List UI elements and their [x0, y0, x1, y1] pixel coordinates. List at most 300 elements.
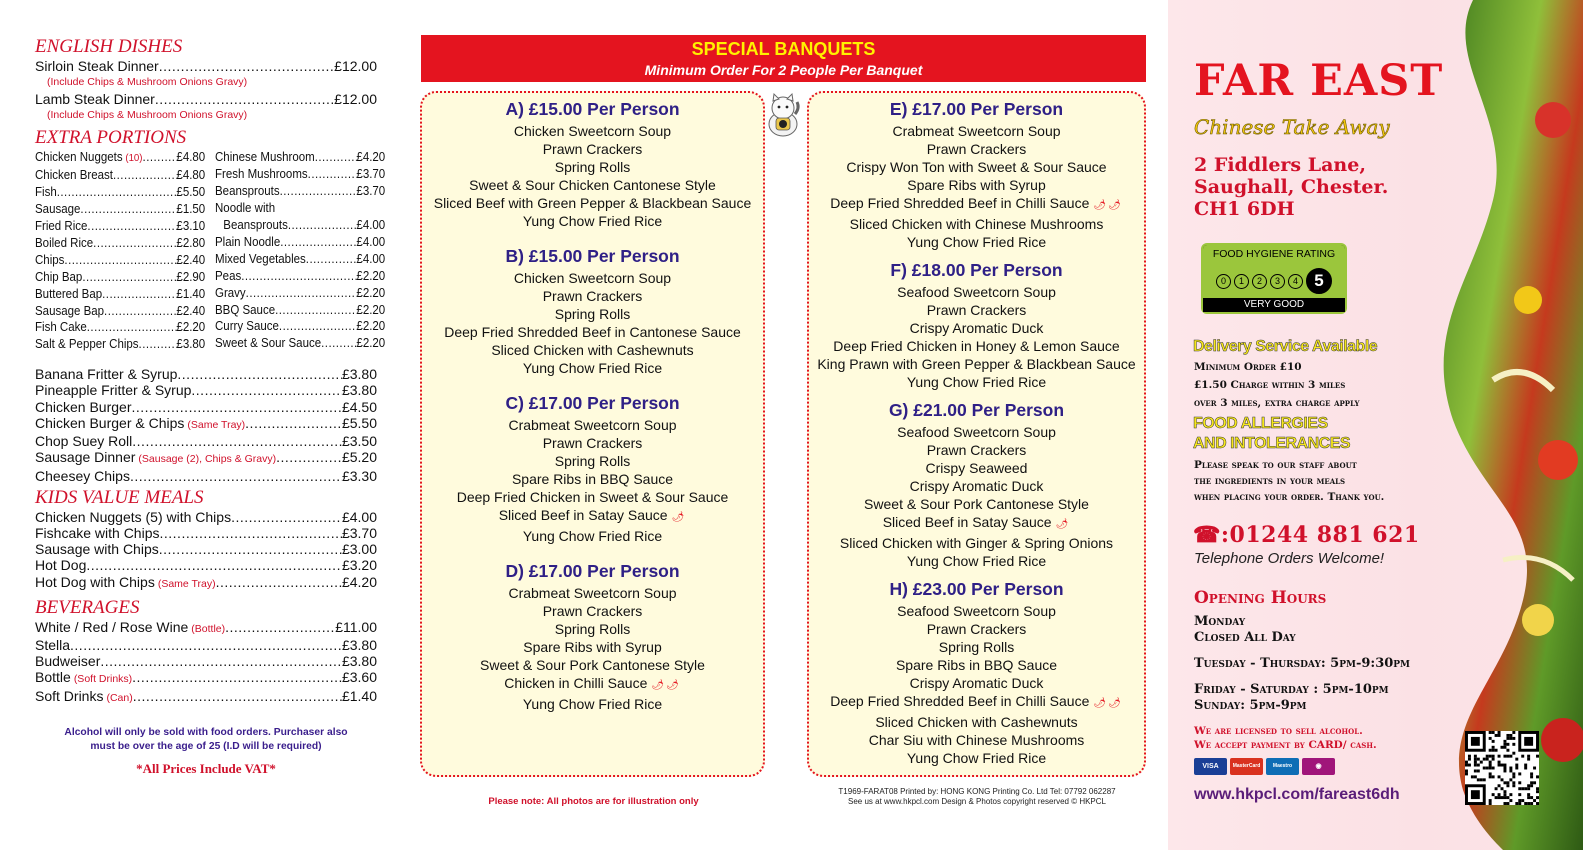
leader-dots: [132, 399, 342, 415]
printer-credits: [807, 787, 1147, 807]
banquet-dish-name: Spring Rolls: [938, 639, 1015, 655]
licence-line: We are licensed to sell alcohol.: [1194, 725, 1363, 737]
banquet-dish: [809, 122, 1144, 140]
menu-item-name: BBQ Sauce: [215, 302, 276, 317]
menu-item: [35, 91, 377, 107]
oh-line: Closed All Day: [1194, 630, 1296, 645]
banquet-dish-name: Yung Chow Fried Rice: [906, 374, 1047, 390]
banquet-dish-name: Chicken Sweetcorn Soup: [513, 270, 672, 286]
banquet-dish-name: Sweet & Sour Pork Cantonese Style: [480, 657, 705, 673]
banquet-dish: [422, 305, 763, 323]
leader-dots: [70, 637, 342, 653]
menu-item-price: £5.50: [176, 185, 206, 200]
menu-item-name: Cheesey Chips: [35, 467, 130, 484]
menu-item: [35, 688, 377, 706]
opening-hours-title: Opening Hours: [1194, 588, 1327, 608]
website-link[interactable]: www.hkpcl.com/fareast6dh: [1194, 786, 1400, 803]
menu-item-name: Mixed Vegetables: [215, 251, 306, 266]
banquet-dish-name: Yung Chow Fried Rice: [522, 696, 663, 712]
banquet-dish: [422, 656, 763, 674]
leader-dots: [82, 269, 176, 286]
banquet-dish-name: Yung Chow Fried Rice: [522, 360, 663, 376]
banquet-dish-name: Seafood Sweetcorn Soup: [897, 603, 1056, 619]
menu-item-note: (Same Tray): [187, 418, 246, 431]
banquet-dish-name: Deep Fried Shredded Beef in Chilli Sauce: [830, 693, 1090, 709]
banquet-dish: [809, 674, 1144, 692]
menu-item-name: Hot Dog: [35, 557, 87, 574]
menu-item: [215, 200, 385, 217]
menu-item-price: £2.40: [176, 252, 206, 267]
banquet: [809, 579, 1144, 767]
banquet-dish-name: Crispy Aromatic Duck: [909, 320, 1044, 336]
menu-item-name: Fried Rice: [35, 219, 88, 234]
menu-item: [35, 557, 377, 573]
banquet-dish: [809, 140, 1144, 158]
oh-line: Tuesday - Thursday: 5pm-9:30pm: [1194, 656, 1411, 671]
menu-item-price: £2.80: [176, 235, 206, 250]
leader-dots: [113, 167, 176, 184]
menu-item: [215, 285, 385, 302]
leader-dots: [159, 58, 334, 74]
menu-item-name: Stella: [35, 636, 71, 653]
banquet-dish-name: Yung Chow Fried Rice: [906, 553, 1047, 569]
menu-item-price: £5.50: [341, 414, 377, 431]
menu-item-price: £2.20: [356, 302, 386, 317]
menu-item-price: £3.00: [341, 541, 377, 558]
menu-item-name: Sweet & Sour Sauce: [215, 336, 322, 351]
banquet: [422, 246, 763, 377]
menu-item-note: (Include Chips & Mushroom Onions Gravy): [47, 76, 248, 89]
banquet-dish-name: Sliced Chicken with Ginger & Spring Onions: [839, 535, 1114, 551]
banquet-dish-name: Prawn Crackers: [542, 288, 643, 304]
menu-item: [35, 218, 205, 235]
menu-item-name: Noodle with: [215, 201, 276, 216]
leader-dots: [87, 218, 176, 235]
payment-card-icon: VISA: [1194, 758, 1227, 775]
banner-subtitle: Minimum Order For 2 People Per Banquet: [644, 62, 923, 78]
banquet-dish-name: Yung Chow Fried Rice: [522, 528, 663, 544]
menu-item-name: Hot Dog with Chips: [35, 573, 155, 590]
banquet-dish: [422, 602, 763, 620]
banquet-dish-name: Sliced Chicken with Chinese Mushrooms: [849, 216, 1104, 232]
banquet-dish: [422, 488, 763, 506]
banquet-dish: [809, 194, 1144, 215]
banquet-dish-name: Crispy Aromatic Duck: [909, 478, 1044, 494]
menu-item-name: Fishcake with Chips: [35, 524, 160, 541]
banquet-dish: [422, 287, 763, 305]
banquet-dish-name: Spring Rolls: [554, 159, 631, 175]
address-line: Saughall, Chester.: [1194, 176, 1389, 198]
leader-dots: [288, 217, 357, 234]
leader-dots: [155, 91, 334, 107]
banquet-title: E) £17.00 Per Person: [889, 99, 1064, 119]
leader-dots: [132, 669, 342, 685]
menu-item-price: £5.20: [341, 449, 377, 466]
banquet-dish-name: Sweet & Sour Pork Cantonese Style: [864, 496, 1089, 512]
menu-item-name: Beansprouts: [223, 218, 288, 233]
banquet: [422, 393, 763, 545]
banquet-dish: [809, 713, 1144, 731]
menu-item: [35, 525, 377, 541]
info-panel: [1168, 0, 1583, 850]
photo-note: Please note: All photos are for illustration only: [488, 796, 699, 807]
leader-dots: [241, 268, 356, 285]
leader-dots: [225, 619, 335, 635]
menu-item-name: Banana Fritter & Syrup: [35, 366, 178, 383]
leader-dots: [100, 653, 342, 669]
banquet-dish: [809, 477, 1144, 495]
menu-item-name: Beansprouts: [215, 184, 280, 199]
banquet-dish: [422, 506, 763, 527]
menu-item: [35, 637, 377, 653]
banquet-dish-name: Prawn Crackers: [926, 442, 1027, 458]
menu-item-name: Budweiser: [35, 653, 101, 670]
menu-item: [35, 433, 377, 449]
delivery-line: Minimum Order £10: [1194, 361, 1302, 373]
section-title-extra: EXTRA PORTIONS: [35, 127, 187, 149]
leader-dots: [130, 468, 342, 484]
payment-card-icon: ◉: [1302, 758, 1335, 775]
menu-item-price: £3.70: [341, 524, 377, 541]
qr-code-icon[interactable]: [1465, 731, 1539, 805]
banquet-dish: [809, 534, 1144, 552]
banquet-dish: [809, 620, 1144, 638]
banquet-dish-name: Crispy Aromatic Duck: [909, 675, 1044, 691]
fhr-scale: [1203, 264, 1345, 298]
menu-item-price: £2.20: [356, 336, 386, 351]
banquet-dish: [809, 602, 1144, 620]
leader-dots: [275, 302, 356, 319]
banquet-dish: [422, 212, 763, 230]
menu-item-note: (Soft Drinks): [73, 673, 133, 686]
banquet-dish: [809, 552, 1144, 570]
leader-dots: [216, 574, 342, 590]
menu-item: [35, 303, 205, 320]
banquet-dish-name: Crabmeat Sweetcorn Soup: [892, 123, 1061, 139]
banquet-dish: [422, 341, 763, 359]
allergy-line: the ingredients in your meals: [1194, 475, 1346, 487]
leader-dots: [315, 149, 357, 166]
banquet-dish-name: Yung Chow Fried Rice: [522, 213, 663, 229]
banner-title: SPECIAL BANQUETS: [691, 39, 876, 59]
menu-item-name: Fresh Mushrooms: [215, 167, 308, 182]
banquet-dish: [809, 692, 1144, 713]
menu-item: [35, 319, 205, 336]
menu-item-name: Chicken Nuggets: [35, 150, 123, 165]
phone-number[interactable]: [1193, 522, 1420, 548]
menu-item: [35, 669, 377, 687]
menu-item-name: Boiled Rice: [35, 235, 94, 250]
menu-item: [35, 58, 377, 74]
banquet-dish-name: Deep Fried Chicken in Sweet & Sour Sauce: [456, 489, 729, 505]
menu-item-price: £4.80: [176, 150, 206, 165]
banquet-dish-name: Prawn Crackers: [542, 603, 643, 619]
alcohol-note-line: Alcohol will only be sold with food orders. Purchaser also: [64, 726, 348, 738]
banquet-dish-name: Deep Fried Chicken in Honey & Lemon Sauce: [833, 338, 1120, 354]
menu-item-price: £3.80: [341, 366, 377, 383]
banquet-title: B) £15.00 Per Person: [505, 246, 680, 266]
menu-item-name: Chicken Burger: [35, 398, 132, 415]
menu-item-price: £4.00: [356, 251, 386, 266]
banquet-dish-name: Spare Ribs with Syrup: [907, 177, 1046, 193]
banquet-dish: [809, 731, 1144, 749]
banquet-dish: [809, 423, 1144, 441]
menu-item-price: £4.20: [341, 573, 377, 590]
menu-item-price: £3.10: [176, 219, 206, 234]
oh-line: Friday - Saturday : 5pm-10pm: [1194, 682, 1389, 697]
banquet: [809, 99, 1144, 251]
banquet-dish: [422, 470, 763, 488]
menu-item-name: Chicken Nuggets (5) with Chips: [35, 508, 232, 525]
banquet-dish: [422, 323, 763, 341]
banquet-dish: [422, 620, 763, 638]
menu-item-price: £2.90: [176, 269, 206, 284]
leader-dots: [177, 366, 342, 382]
menu-item: [215, 318, 385, 335]
menu-item-name: Curry Sauce: [215, 319, 279, 334]
banquet-dish: [809, 337, 1144, 355]
menu-item-price: £3.70: [356, 184, 386, 199]
banquet-title: A) £15.00 Per Person: [505, 99, 680, 119]
banquet-dish-name: Prawn Crackers: [926, 302, 1027, 318]
menu-item-name: Chicken Burger & Chips: [35, 414, 185, 431]
menu-item-price: £11.00: [335, 618, 377, 635]
extra-portions-more: [35, 366, 377, 483]
banquet-dish-name: Sliced Beef in Satay Sauce: [498, 507, 668, 523]
menu-item-price: £1.50: [176, 202, 206, 217]
leader-dots: [191, 382, 342, 398]
menu-item-price: £3.20: [341, 557, 377, 574]
payment-cards: [1194, 758, 1335, 775]
banquet-dish-name: Sliced Beef with Green Pepper & Blackbean Sauce: [433, 195, 752, 211]
menu-item-name: Pineapple Fritter & Syrup: [35, 382, 192, 399]
left-menu: [35, 36, 386, 777]
banquet-dish: [809, 176, 1144, 194]
banquet-dish: [809, 459, 1144, 477]
banquet-dish: [422, 416, 763, 434]
menu-item-price: £3.60: [341, 669, 377, 686]
section-title-beverages: BEVERAGES: [35, 596, 140, 618]
menu-item: [35, 201, 205, 218]
menu-item: [35, 541, 377, 557]
delivery-line: £1.50 Charge within 3 miles: [1194, 379, 1346, 391]
banquet-dish: [809, 638, 1144, 656]
leader-dots: [276, 449, 342, 465]
fhr-scale-step: 3: [1270, 274, 1285, 289]
menu-item: [35, 653, 377, 669]
banquet-dish-name: Seafood Sweetcorn Soup: [897, 284, 1056, 300]
banquet-dish: [422, 434, 763, 452]
menu-item: [215, 335, 385, 352]
menu-item-name: Soft Drinks: [35, 687, 104, 704]
kids-meals-list: [35, 509, 377, 592]
english-dishes-list: [35, 58, 377, 124]
menu-item-name: Gravy: [215, 285, 246, 300]
oh-line: Sunday: 5pm-9pm: [1194, 698, 1307, 713]
menu-item-note: (Bottle): [191, 622, 226, 635]
fhr-scale-step: 4: [1288, 274, 1303, 289]
licence-line: We accept payment by CARD/ cash.: [1194, 739, 1377, 751]
fhr-score: 5: [1306, 268, 1332, 294]
menu-item-name: Sausage: [35, 202, 81, 217]
extra-portions-col-2: [215, 149, 385, 353]
banquet-dish: [809, 158, 1144, 176]
allergy-info: [1194, 457, 1384, 505]
banquet-dish: [422, 695, 763, 713]
banquet-dish: [422, 584, 763, 602]
banquet-dish-name: Seafood Sweetcorn Soup: [897, 424, 1056, 440]
leader-dots: [132, 433, 342, 449]
phone-text: :01244 881 621: [1220, 522, 1420, 548]
extra-portions-col-1: [35, 149, 205, 353]
menu-item-name: Chop Suey Roll: [35, 433, 133, 450]
alcohol-note: [35, 726, 377, 754]
banquet-dish: [422, 638, 763, 656]
menu-item: [215, 234, 385, 251]
menu-item-name: Buttered Bap: [35, 286, 103, 301]
menu-item-price: £2.20: [356, 268, 386, 283]
leader-dots: [245, 415, 342, 431]
menu-item-price: £3.80: [341, 636, 377, 653]
banquet-dish-name: Yung Chow Fried Rice: [906, 750, 1047, 766]
menu-item-name: Plain Noodle: [215, 234, 281, 249]
banquet-dish: [422, 359, 763, 377]
menu-item-name: Bottle: [35, 669, 71, 686]
menu-item-price: £3.30: [341, 467, 377, 484]
oh-line: Monday: [1194, 614, 1246, 629]
menu-item: [35, 167, 205, 184]
lucky-cat-icon: [764, 92, 802, 138]
menu-item-price: £4.50: [341, 398, 377, 415]
banquet-title: G) £21.00 Per Person: [888, 400, 1065, 420]
menu-item-name: Sirloin Steak Dinner: [35, 58, 159, 74]
banquet: [422, 99, 763, 230]
menu-item-name: Peas: [215, 268, 242, 283]
fhr-label: VERY GOOD: [1203, 298, 1345, 312]
banquet-dish: [809, 355, 1144, 373]
banquet-dish: [809, 215, 1144, 233]
leader-dots: [93, 235, 176, 252]
banquet-dish-name: Chicken in Chilli Sauce: [504, 675, 648, 691]
fhr-scale-step: 2: [1252, 274, 1267, 289]
banquet-dish: [809, 283, 1144, 301]
leader-dots: [64, 252, 176, 269]
banquet-dish-name: Sweet & Sour Chicken Cantonese Style: [469, 177, 716, 193]
banquet-dish-name: Char Siu with Chinese Mushrooms: [868, 732, 1085, 748]
menu-item: [35, 509, 377, 525]
menu-item-price: £3.50: [341, 433, 377, 450]
banquet-dish-name: Spring Rolls: [554, 453, 631, 469]
menu-item: [35, 286, 205, 303]
banquet-dish-name: Prawn Crackers: [926, 141, 1027, 157]
menu-item-name: Lamb Steak Dinner: [35, 91, 155, 108]
leader-dots: [104, 303, 176, 320]
menu-item: [35, 449, 377, 467]
menu-item: [35, 619, 377, 637]
restaurant-tagline: Chinese Take Away: [1194, 115, 1390, 139]
menu-item: [35, 382, 377, 398]
banquet-dish-name: Spare Ribs in BBQ Sauce: [895, 657, 1058, 673]
menu-item-name: Fish Cake: [35, 320, 87, 335]
banquet-dish-name: Prawn Crackers: [542, 435, 643, 451]
menu-item-name: Salt & Pepper Chips: [35, 337, 139, 352]
banquet-dish-name: Spring Rolls: [554, 621, 631, 637]
section-title-english: ENGLISH DISHES: [35, 36, 183, 57]
leader-dots: [321, 335, 356, 352]
menu-item-name: Sausage Dinner: [35, 449, 136, 466]
banquet-dish: [422, 674, 763, 695]
leader-dots: [159, 541, 342, 557]
leader-dots: [139, 336, 177, 353]
address-line: 2 Fiddlers Lane,: [1194, 154, 1366, 176]
menu-item: [215, 149, 385, 166]
leader-dots: [86, 557, 342, 573]
menu-item-price: £1.40: [341, 687, 377, 704]
menu-item-price: £2.20: [356, 285, 386, 300]
menu-item: [215, 183, 385, 200]
fhr-scale-step: 1: [1234, 274, 1249, 289]
menu-item-price: £2.20: [176, 320, 206, 335]
menu-item-price: £3.80: [176, 337, 206, 352]
menu-item: [35, 415, 377, 433]
leader-dots: [246, 285, 357, 302]
banquet-dish: [809, 513, 1144, 534]
banquet-title: H) £23.00 Per Person: [889, 579, 1064, 599]
leader-dots: [308, 166, 357, 183]
menu-item: [35, 235, 205, 252]
banquet-dish: [422, 140, 763, 158]
menu-item-name: Sausage Bap: [35, 303, 105, 318]
banquet-dish-name: Deep Fried Shredded Beef in Cantonese Sauce: [444, 324, 741, 340]
menu-item: [215, 251, 385, 268]
menu-item-name: Chip Bap: [35, 269, 83, 284]
vat-note: *All Prices Include VAT*: [136, 760, 276, 776]
menu-item: [35, 574, 377, 592]
banquet-dish: [809, 656, 1144, 674]
menu-item-name: Chicken Breast: [35, 168, 113, 183]
banquet-dish: [809, 319, 1144, 337]
banquet-dish: [422, 194, 763, 212]
banquet-dish: [809, 749, 1144, 767]
banquet-dish-name: Crispy Won Ton with Sweet & Sour Sauce: [846, 159, 1107, 175]
banquet-dish-name: Crabmeat Sweetcorn Soup: [508, 417, 677, 433]
banquet-dish: [422, 527, 763, 545]
menu-item-price: £4.00: [356, 218, 386, 233]
menu-item-price: £12.00: [334, 58, 377, 74]
address: [1194, 154, 1388, 220]
banquet: [809, 400, 1144, 570]
delivery-info: [1194, 358, 1360, 412]
phone-subtitle: Telephone Orders Welcome!: [1194, 550, 1385, 567]
banquet-dish-name: Spring Rolls: [554, 306, 631, 322]
allergy-line: when placing your order. Thank you.: [1194, 491, 1385, 503]
licence-info: [1194, 724, 1377, 752]
menu-item: [35, 366, 377, 382]
leader-dots: [102, 286, 176, 303]
banquet-dish-name: Spare Ribs with Syrup: [523, 639, 662, 655]
menu-item-note: (Can): [106, 691, 133, 704]
banquet-dish-name: Chicken Sweetcorn Soup: [513, 123, 672, 139]
banquet-title: F) £18.00 Per Person: [890, 260, 1063, 280]
banquet-dish-name: Sliced Beef in Satay Sauce: [882, 514, 1052, 530]
menu-item: [35, 468, 377, 484]
leader-dots: [280, 234, 356, 251]
address-line: CH1 6DH: [1194, 198, 1295, 220]
banquet: [422, 561, 763, 713]
menu-item-price: £4.80: [176, 168, 206, 183]
menu-item-note: (Sausage (2), Chips & Gravy): [138, 453, 277, 466]
menu-item-name: Fish: [35, 185, 57, 200]
